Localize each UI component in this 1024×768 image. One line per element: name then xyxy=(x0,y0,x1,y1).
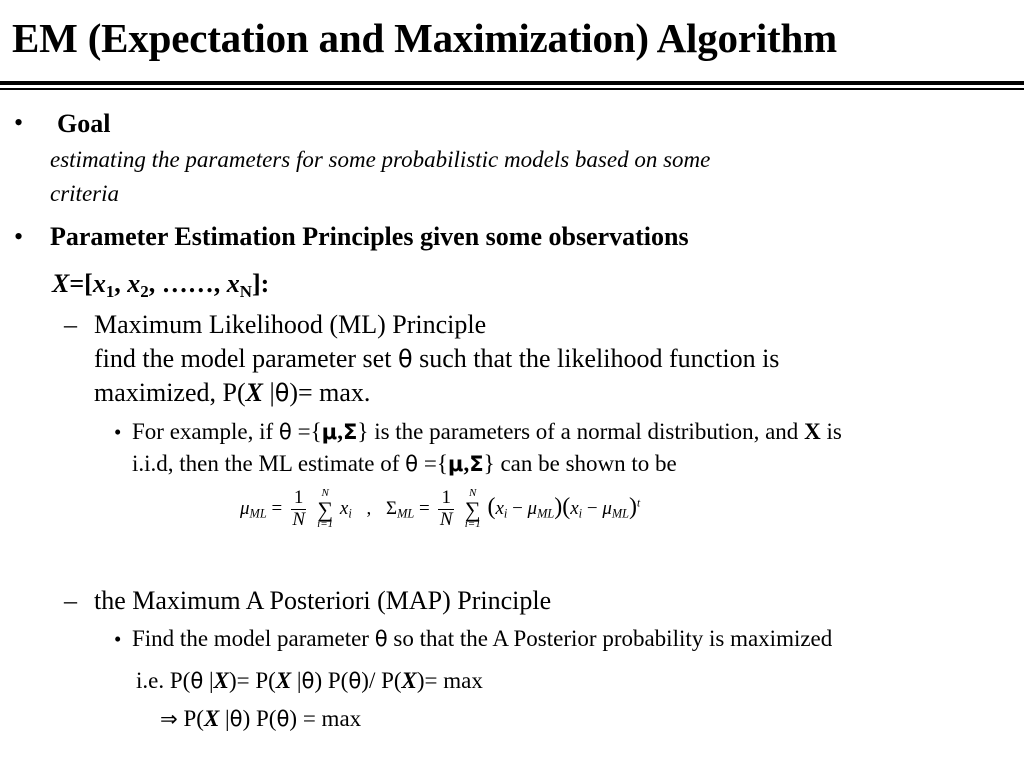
param-bullet: • xyxy=(14,222,24,251)
map-description: Find the model parameter θ so that the A Posterior probability is maximized xyxy=(132,626,833,651)
map-dash: – xyxy=(64,586,77,615)
param-heading: Parameter Estimation Principles given some observations xyxy=(50,222,689,251)
observations-expression: $X=[x_1$, $x_2$, ……, $x_N$]: xyxy=(52,269,270,302)
goal-text-line2: criteria xyxy=(50,181,119,206)
goal-heading: Goal xyxy=(57,109,111,138)
map-heading: the Maximum A Posteriori (MAP) Principle xyxy=(94,586,552,615)
map-implication: ⇒ P(X |θ) P(θ) = max xyxy=(160,706,362,731)
ml-example-line2: i.i.d, then the ML estimate of θ ={μ,Σ} can be shown to be xyxy=(132,451,677,476)
goal-text-line1: estimating the parameters for some probabilistic models based on some xyxy=(50,147,711,172)
title-rule-thick xyxy=(0,81,1024,85)
ml-description-line2: maximized, P(X |θ)= max. xyxy=(94,378,371,407)
title-rule-thin xyxy=(0,88,1024,90)
ml-heading: Maximum Likelihood (ML) Principle xyxy=(94,310,487,339)
goal-bullet: • xyxy=(14,108,24,137)
map-bullet: • xyxy=(114,627,122,651)
slide-title: EM (Expectation and Maximization) Algorithm xyxy=(12,15,838,61)
map-bayes-equation: i.e. P(θ |X)= P(X |θ) P(θ)/ P(X)= max xyxy=(136,668,483,693)
ml-description-line1: find the model parameter set θ such that the likelihood function is xyxy=(94,344,780,373)
ml-example-bullet: • xyxy=(114,420,122,444)
ml-example-line1: For example, if θ ={μ,Σ} is the parameters of a normal distribution, and X is xyxy=(132,419,842,444)
ml-estimate-formula: $\mu_{ML}$ = $\frac{1}{N}$ N ∑ i=1 $x_i$ , $\Sigma_{ML}$ = $\frac{1}{N}$ N ∑ i=1 $(x_i - \mu_{ML})(x_i - \mu_{ML})^t$ xyxy=(240,487,641,531)
ml-dash: – xyxy=(64,310,77,339)
